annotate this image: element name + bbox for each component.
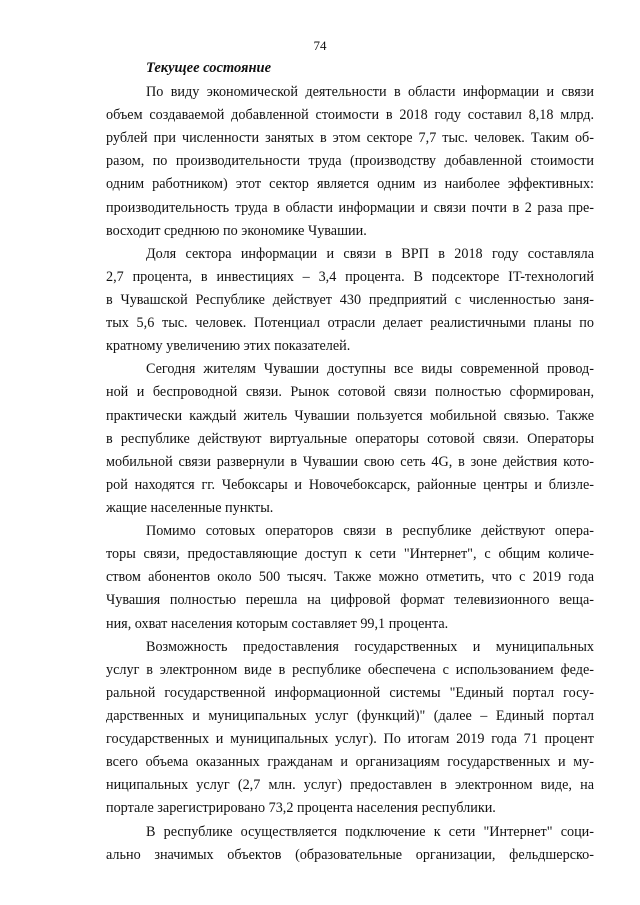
page-number: 74 <box>313 38 327 53</box>
document-body <box>106 81 594 867</box>
paragraph-line: Возможность предоставления государственных и муниципальных <box>146 638 594 655</box>
paragraph-line: дарственных и муниципальных услуг (функций)" (далее – Единый портал <box>106 707 594 724</box>
paragraph-line: разом, по производительности труда (производству добавленной стоимости <box>106 153 594 170</box>
paragraph-line: ниципальных услуг (2,7 млн. услуг) предоставлен в электронном виде, на <box>106 777 594 794</box>
paragraph-line: Сегодня жителям Чувашии доступны все виды современной провод- <box>146 361 594 378</box>
paragraph-line: тых 5,6 тыс. человек. Потенциал отрасли делает реалистичными планы по <box>106 315 594 332</box>
paragraph-line: ально значимых объектов (образовательные организации, фельдшерско- <box>106 846 594 863</box>
paragraph-line: ральной государственной информационной системы "Единый портал госу- <box>106 684 594 701</box>
paragraph-line: одним работником) этот сектор является одним из наиболее эффективных: <box>106 176 594 193</box>
paragraph-line: всего объема оказанных гражданам и организациям государственных и му- <box>106 754 594 771</box>
paragraph-line: государственных и муниципальных услуг). По итогам 2019 года 71 процент <box>106 731 594 748</box>
paragraph-line: ством абонентов около 500 тысяч. Также можно отметить, что с 2019 года <box>106 569 594 586</box>
paragraph-line: рой находятся гг. Чебоксары и Новочебоксарск, районные центры и близле- <box>106 476 594 493</box>
paragraph-line: Доля сектора информации и связи в ВРП в 2018 году составляла <box>146 245 594 262</box>
paragraph-line: кратному увеличению этих показателей. <box>106 338 351 355</box>
paragraph <box>106 520 594 636</box>
paragraph-line: ной и беспроводной связи. Рынок сотовой связи полностью сформирован, <box>106 384 594 401</box>
paragraph-line: в республике действуют виртуальные операторы сотовой связи. Операторы <box>106 430 594 447</box>
paragraph-line: Чувашия полностью перешла на цифровой формат телевизионного веща- <box>106 592 594 609</box>
paragraph-line: торы связи, предоставляющие доступ к сети "Интернет", с общим количе- <box>106 546 594 563</box>
paragraph-line: объем создаваемой добавленной стоимости в 2018 году составил 8,18 млрд. <box>106 107 594 124</box>
paragraph-line: восходит среднюю по экономике Чувашии. <box>106 222 367 239</box>
paragraph-line: практически каждый житель Чувашии пользуется мобильной связью. Также <box>106 407 594 424</box>
paragraph-line: ния, охват населения которым составляет 99,1 процента. <box>106 615 449 632</box>
paragraph <box>106 636 594 821</box>
paragraph <box>106 243 594 359</box>
paragraph-line: По виду экономической деятельности в области информации и связи <box>146 84 594 100</box>
paragraph-line: мобильной связи развернули в Чувашии свою сеть 4G, в зоне действия кото- <box>106 453 594 470</box>
paragraph-line: Помимо сотовых операторов связи в республике действуют опера- <box>146 523 594 540</box>
section-heading: Текущее состояние <box>146 60 272 76</box>
paragraph-line: в Чувашской Республике действует 430 предприятий с численностью заня- <box>106 291 594 308</box>
paragraph <box>106 821 594 867</box>
paragraph-line: рублей при численности занятых в этом секторе 7,7 тыс. человек. Таким об- <box>106 130 594 147</box>
paragraph-line: В республике осуществляется подключение к сети "Интернет" соци- <box>146 823 594 840</box>
paragraph-line: жащие населенные пункты. <box>106 499 274 516</box>
paragraph <box>106 81 594 243</box>
paragraph-line: услуг в электронном виде в республике обеспечена с использованием феде- <box>106 661 594 678</box>
paragraph-line: производительность труда в области информации и связи почти в 2 раза пре- <box>106 199 594 216</box>
paragraph-line: 2,7 процента, в инвестициях – 3,4 процента. В подсекторе IT-технологий <box>106 268 594 285</box>
paragraph-line: портале зарегистрировано 73,2 процента населения республики. <box>106 800 496 817</box>
paragraph <box>106 358 594 520</box>
